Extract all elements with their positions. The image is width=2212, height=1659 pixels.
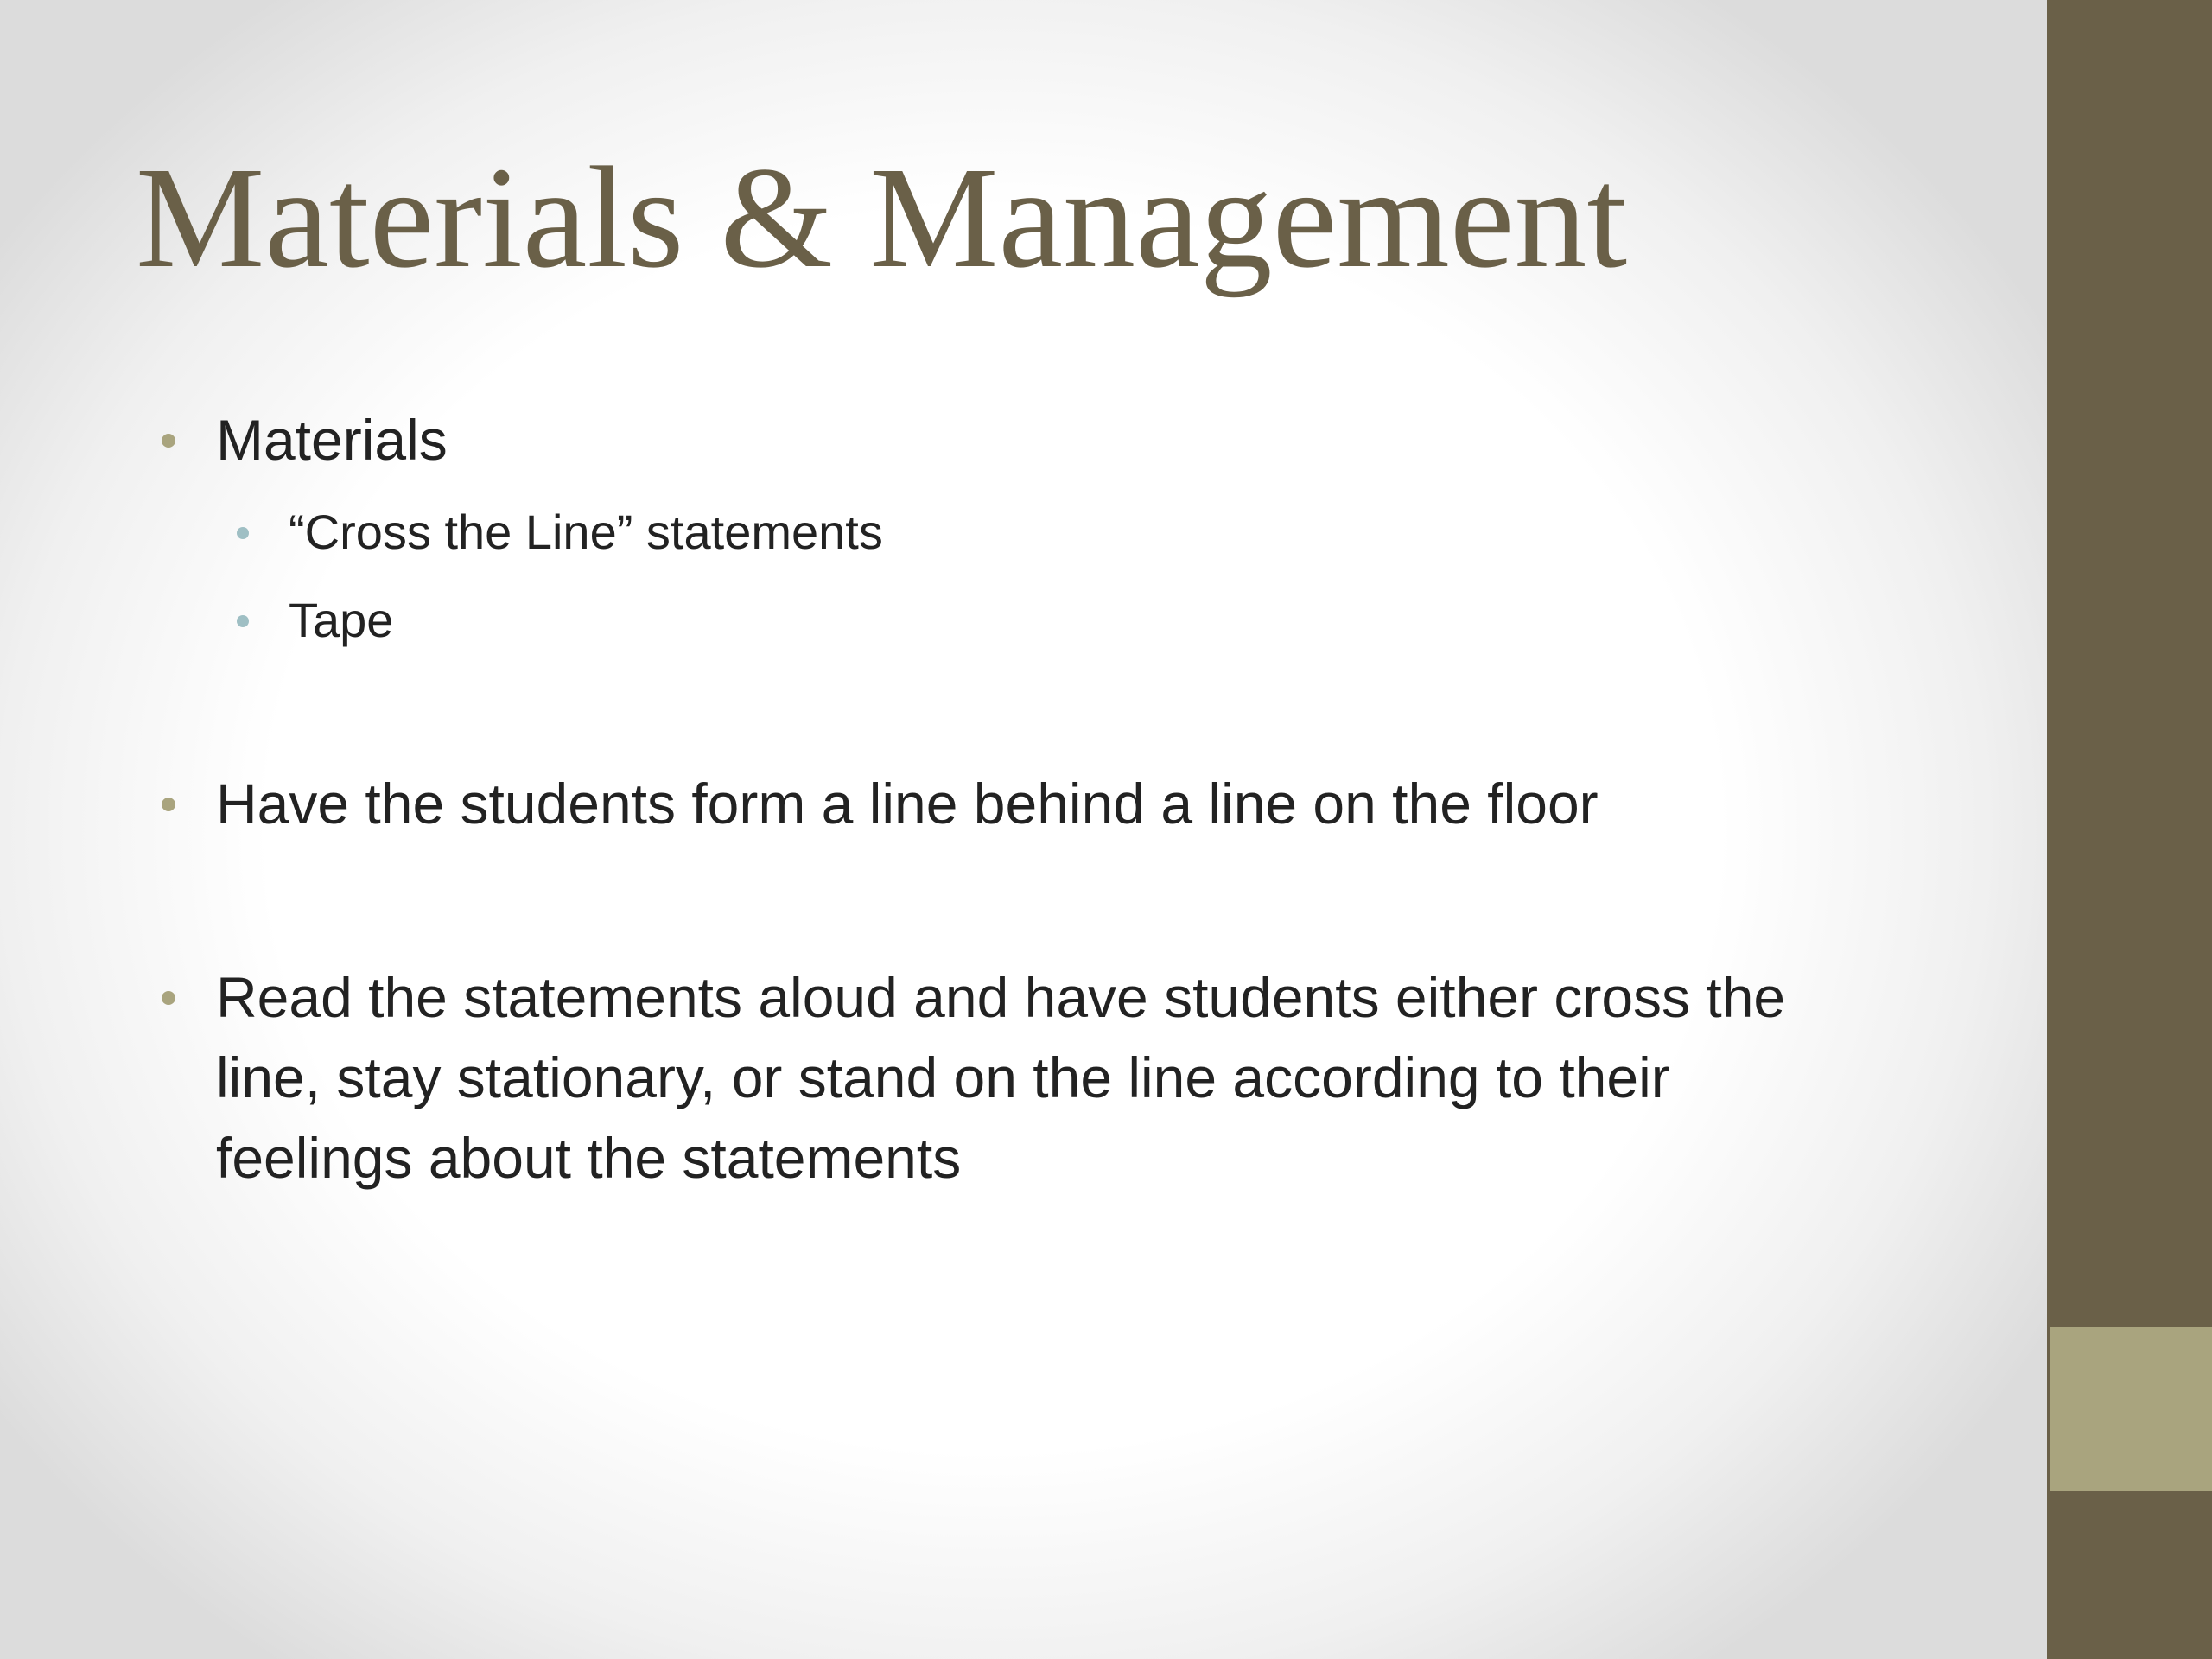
bullet-text-line-1: Read the statements aloud and have students either cross the — [216, 965, 1786, 1029]
bullet-read-statements — [216, 957, 1785, 1198]
bullet-materials — [216, 400, 448, 480]
bullet-dot-icon — [237, 527, 249, 539]
bullet-text-line-2: line, stay stationary, or stand on the line according to their — [216, 1046, 1670, 1109]
bullet-text: Tape — [289, 593, 394, 647]
sub-bullet-tape — [289, 586, 393, 655]
bullet-form-line — [216, 764, 1599, 844]
sub-bullet-cross-the-line — [289, 498, 883, 567]
slide-title: Materials & Management — [136, 137, 1628, 298]
bullet-dot-icon — [237, 615, 249, 627]
bullet-text-line-3: feelings about the statements — [216, 1126, 962, 1190]
bullet-text: Have the students form a line behind a line on the floor — [216, 772, 1599, 836]
bullet-dot-icon — [162, 991, 175, 1005]
bullet-text: “Cross the Line” statements — [289, 505, 883, 559]
bullet-dot-icon — [162, 434, 175, 448]
side-decor-accent — [2050, 1327, 2212, 1491]
bullet-text: Materials — [216, 408, 448, 472]
bullet-dot-icon — [162, 798, 175, 811]
